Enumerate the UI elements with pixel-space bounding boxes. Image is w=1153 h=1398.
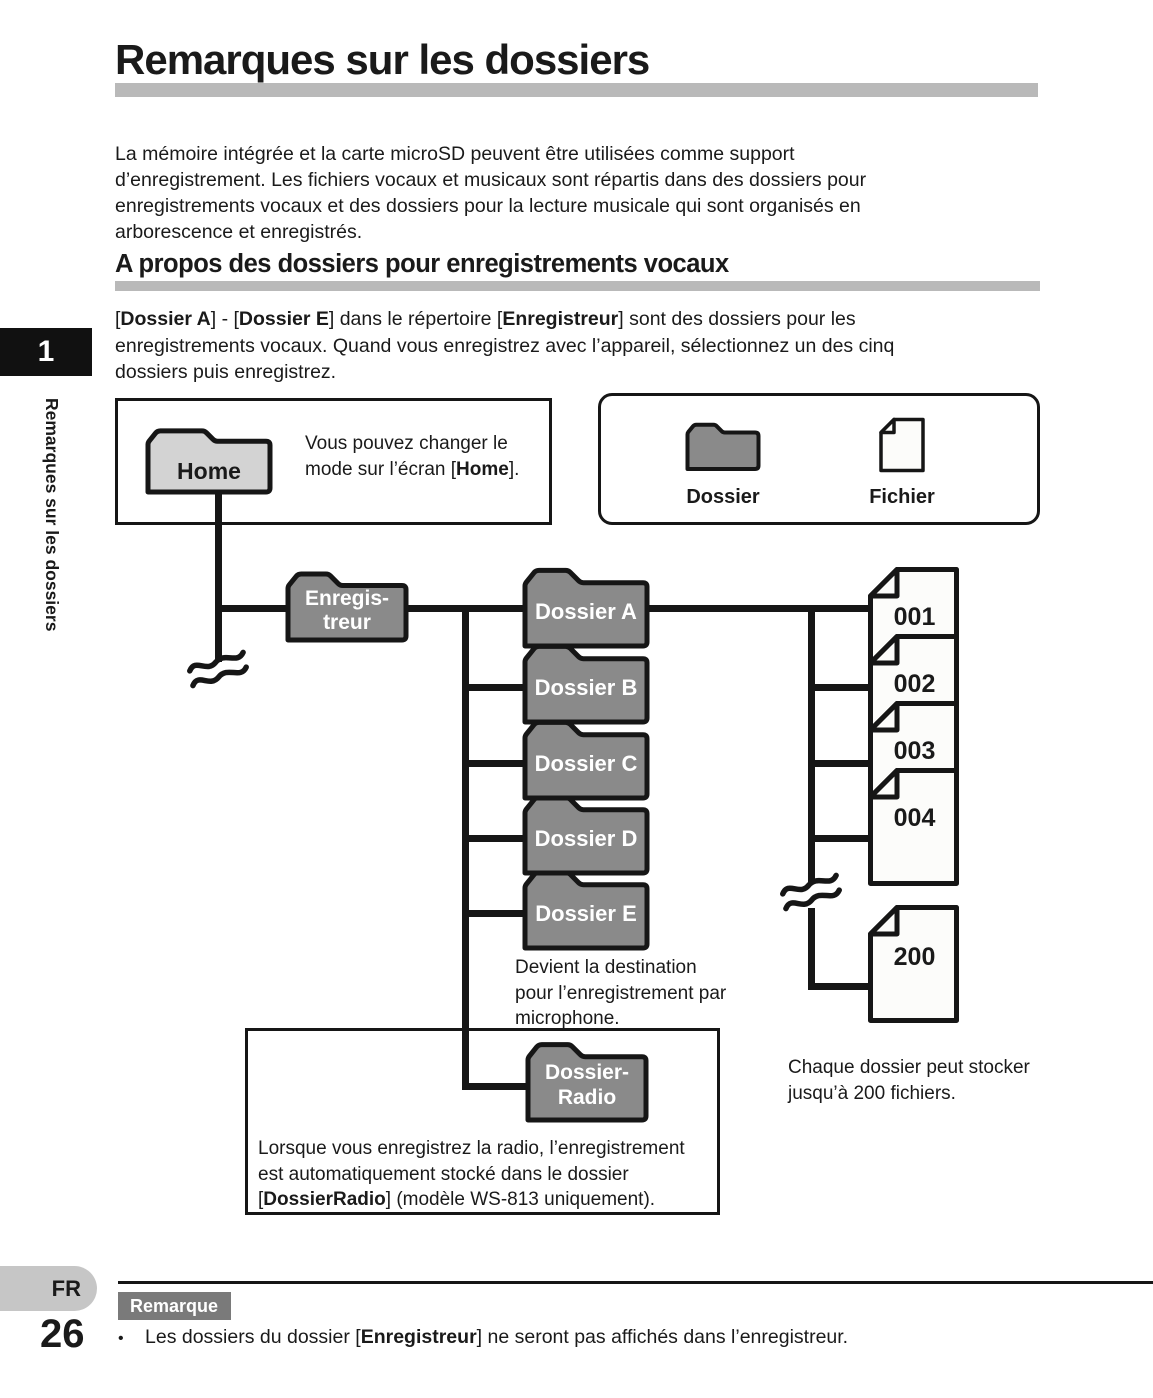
section-paragraph: [Dossier A] - [Dossier E] dans le répertoire [Enregistreur] sont des dossiers pour les enregistrements vocaux. Quand vous enregistrez avec l’appareil, sélectionnez un des cinq dossiers puis enregistrez. [115, 308, 895, 383]
language-label: FR [51, 1275, 81, 1301]
legend-file-label: Fichier [869, 486, 935, 508]
voice-folder-label: Dossier D [534, 826, 638, 851]
voice-folder-c [520, 718, 652, 802]
chapter-number-box [0, 328, 92, 376]
voice-folder-label: Dossier C [534, 751, 638, 776]
connector-stub-folder-c [465, 760, 525, 767]
break-squiggle-icon [186, 645, 250, 693]
legend-file-icon [878, 417, 926, 478]
footer-rule [118, 1281, 1153, 1284]
connector-stub-file-002 [811, 684, 871, 691]
folder-radio [523, 1040, 651, 1124]
file-number: 004 [893, 804, 936, 832]
connector-left-trunk [462, 605, 469, 1090]
file-icon [878, 417, 926, 473]
folder-icon [684, 422, 762, 472]
home-note: Vous pouvez changer le mode sur l’écran [Home]. [305, 433, 520, 480]
page-number: 26 [40, 1312, 85, 1356]
capacity-note: Chaque dossier peut stocker jusqu’à 200 fichiers. [788, 1057, 1030, 1104]
connector-stub-file-003 [811, 760, 871, 767]
connector-stub-folder-d [465, 835, 525, 842]
connector-stub-folder-radio [462, 1083, 530, 1090]
connector-right-trunk-lower [808, 908, 815, 990]
note-label-badge [118, 1292, 231, 1320]
voice-folder-label: Dossier E [535, 901, 637, 926]
legend-folder-icon [684, 422, 762, 477]
file-number: 002 [893, 670, 936, 698]
file-number: 003 [893, 737, 936, 765]
page-title [115, 36, 649, 84]
voice-folder-d [520, 793, 652, 877]
section-heading [115, 250, 729, 279]
mic-destination-note: Devient la destination pour l’enregistrement par microphone. [515, 957, 727, 1029]
language-tab [0, 1266, 97, 1311]
connector-stub-file-004 [811, 835, 871, 842]
voice-folder-label: Dossier B [534, 675, 638, 700]
file-number: 001 [893, 603, 936, 631]
file-number: 200 [893, 943, 936, 971]
connector-stub-folder-e [465, 910, 525, 917]
connector-stub-folder-b [465, 684, 525, 691]
folder-enregistreur [283, 570, 411, 644]
home-folder [143, 428, 275, 496]
file-004 [866, 766, 963, 888]
title-underline [115, 83, 1038, 97]
note-text: Les dossiers du dossier [Enregistreur] ne seront pas affichés dans l’enregistreur. [145, 1326, 849, 1348]
folder-enregistreur-label: Enregis- treur [304, 587, 390, 634]
footer-note [118, 1326, 1128, 1352]
break-squiggle-icon [779, 868, 843, 916]
voice-folder-b [520, 642, 652, 726]
note-bullet: • [118, 1330, 124, 1347]
legend-folder-label: Dossier [686, 486, 760, 508]
intro-paragraph: La mémoire intégrée et la carte microSD peuvent être utilisées comme support d’enregistrement. Les fichiers vocaux et musicaux sont répartis dans des dossiers pour enregistrements vocaux et des dossiers pour la lecture musicale qui sont organisés en arborescence et enregistrés. [115, 143, 867, 243]
note-label: Remarque [130, 1296, 219, 1316]
connector-stub-file-200 [808, 983, 872, 990]
folder-radio-label: Dossier- Radio [544, 1061, 630, 1109]
voice-folder-a [520, 566, 652, 650]
connector-home-vertical [215, 494, 222, 662]
radio-note: Lorsque vous enregistrez la radio, l’enregistrement est automatiquement stocké dans le dossier [DossierRadio] (modèle WS-813 uniquement). [258, 1138, 685, 1210]
chapter-number: 1 [37, 335, 55, 368]
chapter-side-label: Remarques sur les dossiers [42, 398, 62, 632]
section-heading-text: A propos des dossiers pour enregistrements vocaux [115, 250, 729, 278]
voice-folder-label: Dossier A [535, 599, 637, 624]
section-underline [115, 281, 1040, 291]
home-folder-label: Home [177, 458, 241, 484]
voice-folder-e [520, 868, 652, 952]
page-title-text: Remarques sur les dossiers [115, 36, 650, 83]
file-200 [866, 903, 963, 1025]
